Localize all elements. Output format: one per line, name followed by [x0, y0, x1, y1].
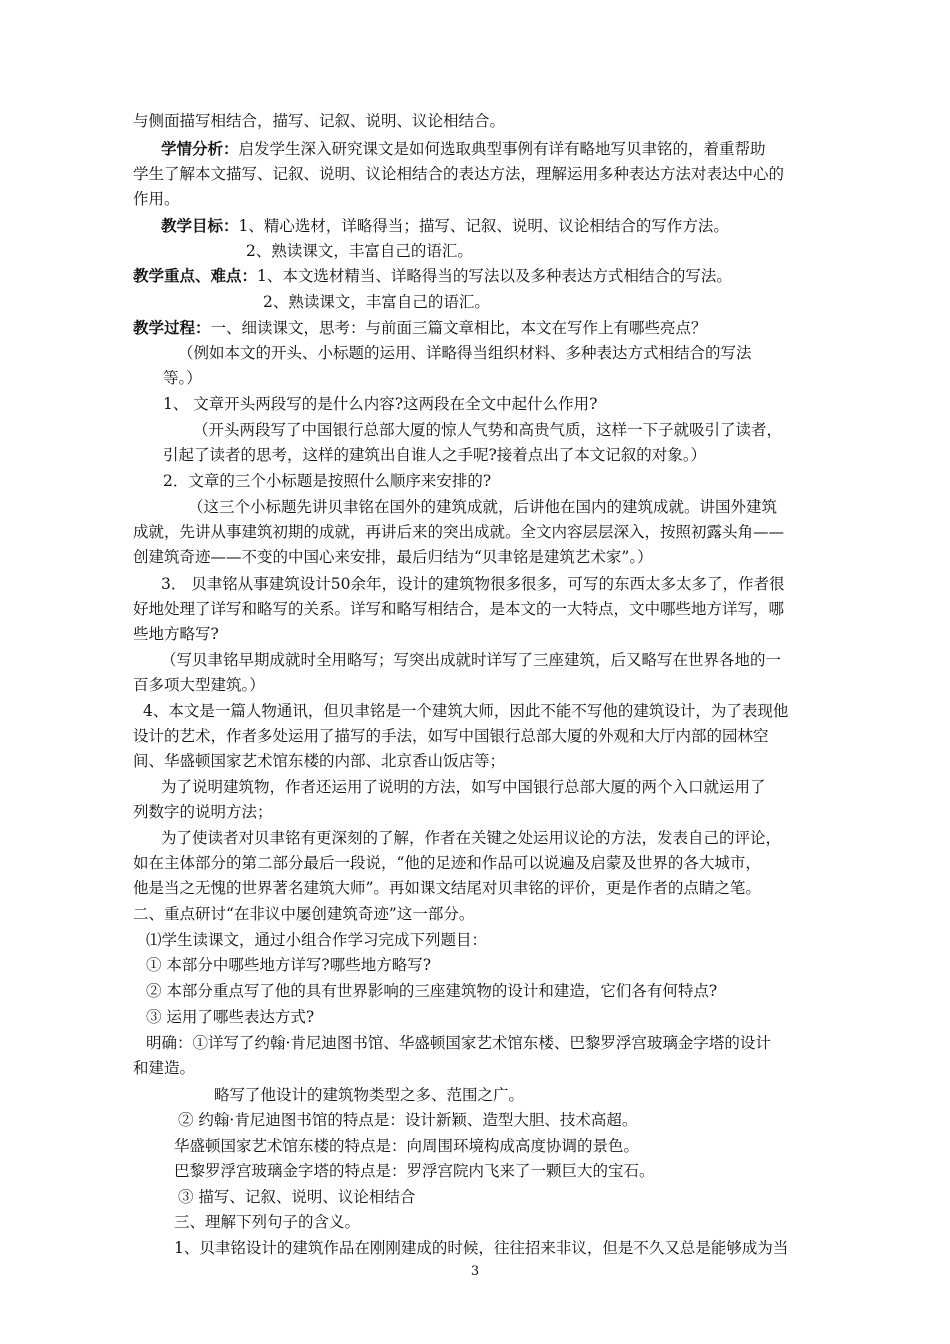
text-line: 成就，先讲从事建筑初期的成就，再讲后来的突出成就。全文内容层层深入，按照初露头角—— — [133, 523, 785, 541]
text-line: 2、熟读课文，丰富自己的语汇。 — [263, 293, 490, 311]
section-label: 教学重点、难点： — [133, 266, 258, 285]
text-line: ③ 运用了哪些表达方式? — [146, 1008, 315, 1026]
text-line: 学生了解本文描写、记叙、说明、议论相结合的表达方法，理解运用多种表达方法对表达中心的 — [133, 165, 785, 183]
section-label: 学情分析： — [161, 139, 239, 158]
text-line: 为了说明建筑物，作者还运用了说明的方法，如写中国银行总部大厦的两个入口就运用了 — [161, 778, 766, 796]
text-line: 教学目标：1、精心选材，详略得当；描写、记叙、说明、议论相结合的写作方法。 — [161, 216, 729, 235]
section-label: 教学目标： — [161, 216, 239, 235]
text-line: ② 本部分重点写了他的具有世界影响的三座建筑物的设计和建造，它们各有何特点? — [146, 982, 718, 1000]
text-line: 1、 文章开头两段写的是什么内容?这两段在全文中起什么作用? — [163, 395, 598, 413]
text-line: （这三个小标题先讲贝聿铭在国外的建筑成就，后讲他在国内的建筑成就。讲国外建筑 — [188, 498, 778, 516]
text-line: 学情分析：启发学生深入研究课文是如何选取典型事例有详有略地写贝聿铭的，着重帮助 — [161, 139, 766, 158]
text-line: 创建筑奇迹——不变的中国心来安排，最后归结为“贝聿铭是建筑艺术家”。） — [133, 548, 653, 566]
text-line: 引起了读者的思考，这样的建筑出自谁人之手呢?接着点出了本文记叙的对象。） — [163, 446, 707, 464]
text-line: 2．文章的三个小标题是按照什么顺序来安排的? — [163, 472, 492, 490]
text-line: ① 本部分中哪些地方详写?哪些地方略写? — [146, 956, 432, 974]
text-line: 好地处理了详写和略写的关系。详写和略写相结合，是本文的一大特点，文中哪些地方详写，哪 — [133, 600, 785, 618]
text-line: 些地方略写? — [133, 625, 219, 643]
text-line: 作用。 — [133, 190, 180, 208]
text-line: 等。） — [163, 369, 202, 387]
text-line: 华盛顿国家艺术馆东楼的特点是：向周围环境构成高度协调的景色。 — [174, 1137, 640, 1155]
text-line: 与侧面描写相结合，描写、记叙、说明、议论相结合。 — [133, 112, 506, 130]
text-line: 他是当之无愧的世界著名建筑大师”。再如课文结尾对贝聿铭的评价，更是作者的点睛之笔。 — [133, 879, 761, 897]
text-line: 明确：①详写了约翰·肯尼迪图书馆、华盛顿国家艺术馆东楼、巴黎罗浮宫玻璃金字塔的设计 — [146, 1034, 771, 1052]
text-line: 间、华盛顿国家艺术馆东楼的内部、北京香山饭店等； — [133, 752, 506, 770]
text-line: 列数字的说明方法； — [133, 803, 273, 821]
text-line: 4、本文是一篇人物通讯，但贝聿铭是一个建筑大师，因此不能不写他的建筑设计，为了表现他 — [143, 702, 789, 720]
text-line: ⑴学生读课文，通过小组合作学习完成下列题目： — [146, 931, 488, 949]
text-line: 百多项大型建筑。） — [133, 676, 265, 694]
page-number: 3 — [470, 1264, 480, 1279]
text-line: 1、贝聿铭设计的建筑作品在刚刚建成的时候，往往招来非议，但是不久又总是能够成为当 — [174, 1239, 789, 1257]
text-line: （开头两段写了中国银行总部大厦的惊人气势和高贵气质，这样一下子就吸引了读者， — [193, 421, 783, 439]
section-label: 教学过程： — [133, 318, 211, 337]
text-line: 略写了他设计的建筑物类型之多、范围之广。 — [214, 1086, 525, 1104]
text-line: 教学过程：一、细读课文，思考：与前面三篇文章相比，本文在写作上有哪些亮点？ — [133, 318, 707, 337]
text-line: 如在主体部分的第二部分最后一段说，“他的足迹和作品可以说遍及启蒙及世界的各大城市， — [133, 854, 761, 872]
text-line: （例如本文的开头、小标题的运用、详略得当组织材料、多种表达方式相结合的写法 — [178, 344, 752, 362]
text-line: 2、熟读课文，丰富自己的语汇。 — [246, 242, 473, 260]
text-line: 巴黎罗浮宫玻璃金字塔的特点是：罗浮宫院内飞来了一颗巨大的宝石。 — [174, 1162, 655, 1180]
text-line: 3． 贝聿铭从事建筑设计50余年，设计的建筑物很多很多，可写的东西太多太多了，作者很 — [161, 575, 785, 593]
text-line: （写贝聿铭早期成就时全用略写；写突出成就时详写了三座建筑，后又略写在世界各地的一 — [161, 651, 782, 669]
text-line: 为了使读者对贝聿铭有更深刻的了解，作者在关键之处运用议论的方法，发表自己的评论， — [161, 829, 782, 847]
text-line: 设计的艺术，作者多处运用了描写的手法，如写中国银行总部大厦的外观和大厅内部的园林空 — [133, 727, 769, 745]
text-line: 和建造。 — [133, 1059, 196, 1077]
text-line: 三、理解下列句子的含义。 — [174, 1213, 361, 1231]
text-line: 教学重点、难点：1、本文选材精当、详略得当的写法以及多种表达方式相结合的写法。 — [133, 266, 732, 285]
text-line: ② 约翰·肯尼迪图书馆的特点是：设计新颖、造型大胆、技术高超。 — [178, 1111, 638, 1129]
text-line: ③ 描写、记叙、说明、议论相结合 — [178, 1188, 416, 1206]
text-line: 二、重点研讨“在非议中屡创建筑奇迹”这一部分。 — [133, 905, 475, 923]
